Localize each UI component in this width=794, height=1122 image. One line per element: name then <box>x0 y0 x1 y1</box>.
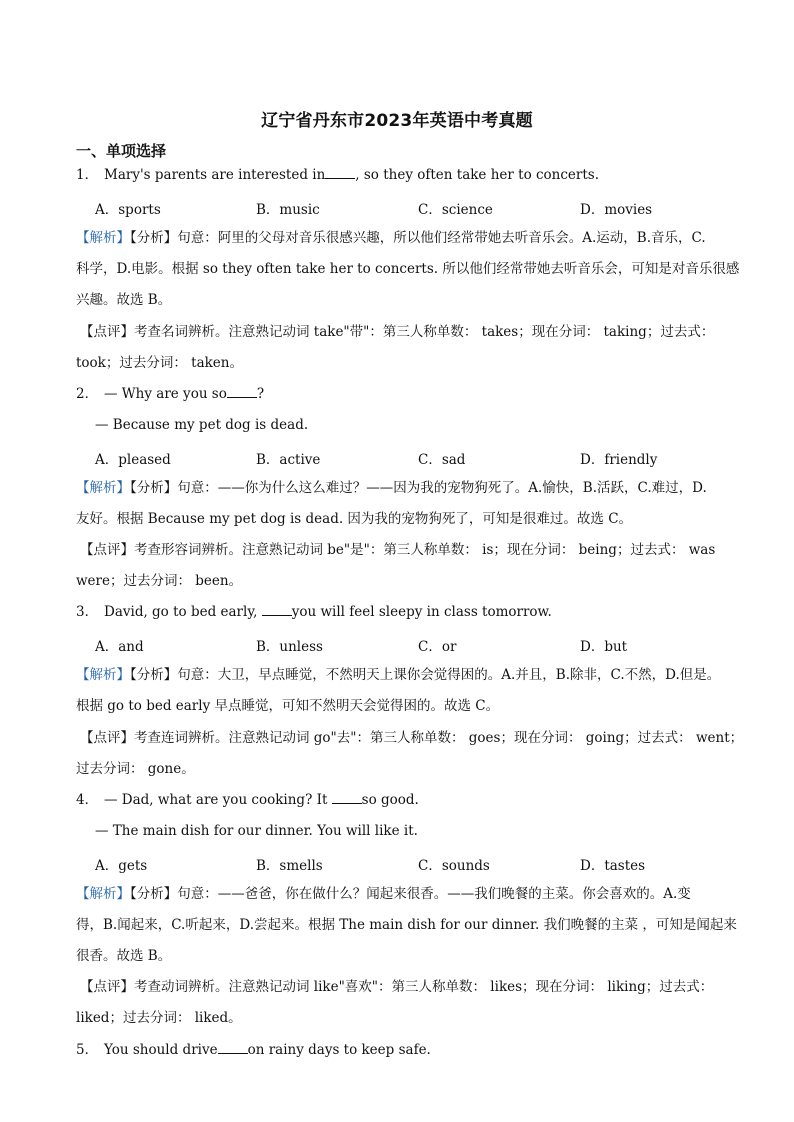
analysis-line <box>76 666 720 684</box>
analysis-tag: 【解析】 <box>76 886 130 902</box>
option-c: C．sounds <box>418 858 490 874</box>
comment-line: took；过去分词： taken。 <box>76 355 243 371</box>
question-text: ? <box>256 386 265 402</box>
analysis-text: 【分析】句意：——你为什么这么难过？——因为我的宠物狗死了。A.愉快，B.活跃，C.难过，D. <box>130 480 707 496</box>
question-number: 2． <box>76 386 99 402</box>
answer-blank <box>325 166 355 179</box>
question-3 <box>76 603 552 621</box>
comment-line: 【点评】考查形容词辨析。注意熟记动词 be"是"：第三人称单数： is；现在分词： being；过去式： was <box>80 542 716 558</box>
answer-blank <box>332 791 362 804</box>
comment-line: were；过去分词： been。 <box>76 573 243 589</box>
question-number: 3． <box>76 604 99 620</box>
dialogue-reply: — The main dish for our dinner. You will like it. <box>95 823 418 839</box>
question-2 <box>76 385 264 403</box>
option-a: A．and <box>95 639 144 655</box>
analysis-tag: 【解析】 <box>76 667 130 683</box>
comment-line: 【点评】考查名词辨析。注意熟记动词 take"带"：第三人称单数： takes；现在分词： taking；过去式： <box>80 324 715 340</box>
analysis-line: 科学，D.电影。根据 so they often take her to concerts. 所以他们经常带她去听音乐会，可知是对音乐很感 <box>76 261 740 277</box>
dialogue-reply: — Because my pet dog is dead. <box>95 417 309 433</box>
question-1 <box>76 166 599 184</box>
option-a: A．gets <box>95 858 148 874</box>
analysis-line <box>76 229 706 247</box>
question-text: , so they often take her to concerts. <box>355 167 600 183</box>
question-text: you will feel sleepy in class tomorrow. <box>291 604 552 620</box>
option-d: D．tastes <box>580 858 646 874</box>
option-a: A．pleased <box>95 452 171 468</box>
option-d: D．movies <box>580 202 653 218</box>
question-number: 1． <box>76 167 99 183</box>
analysis-tag: 【解析】 <box>76 230 130 246</box>
option-c: C．or <box>418 639 457 655</box>
option-d: D．but <box>580 639 628 655</box>
option-b: B．smells <box>256 858 323 874</box>
comment-line: 【点评】考查动词辨析。注意熟记动词 like"喜欢"：第三人称单数： likes；现在分词： liking；过去式： <box>80 979 714 995</box>
option-a: A．sports <box>95 202 161 218</box>
answer-blank <box>227 385 257 398</box>
option-d: D．friendly <box>580 452 658 468</box>
option-b: B．music <box>256 202 320 218</box>
analysis-text: 【分析】句意：大卫，早点睡觉，不然明天上课你会觉得困的。A.并且，B.除非，C.不然，D.但是。 <box>130 667 721 683</box>
comment-line: liked；过去分词： liked。 <box>76 1010 242 1026</box>
page-title: 辽宁省丹东市2023年英语中考真题 <box>261 111 533 131</box>
question-number: 5． <box>76 1042 99 1058</box>
analysis-line: 根据 go to bed early 早点睡觉，可知不然明天会觉得困的。故选 C。 <box>76 698 500 714</box>
analysis-tag: 【解析】 <box>76 480 130 496</box>
analysis-line: 兴趣。故选 B。 <box>76 292 172 308</box>
analysis-line: 得，B.闻起来，C.听起来，D.尝起来。根据 The main dish for our dinner. 我们晚餐的主菜 ，可知是闻起来 <box>76 917 737 933</box>
comment-line: 过去分词： gone。 <box>76 761 195 777</box>
option-c: C．science <box>418 202 493 218</box>
question-4 <box>76 791 419 809</box>
analysis-text: 【分析】句意：——爸爸，你在做什么？闻起来很香。——我们晚餐的主菜。你会喜欢的。A.变 <box>130 886 691 902</box>
question-text: on rainy days to keep safe. <box>247 1042 431 1058</box>
question-number: 4． <box>76 792 99 808</box>
analysis-line <box>76 885 691 903</box>
analysis-line <box>76 479 707 497</box>
question-text: Mary's parents are interested in <box>104 167 326 183</box>
question-text: David, go to bed early, <box>104 604 262 620</box>
question-text: — Dad, what are you cooking? It <box>104 792 332 808</box>
question-text: You should drive <box>104 1042 218 1058</box>
question-5 <box>76 1041 431 1059</box>
option-b: B．active <box>256 452 321 468</box>
analysis-text: 【分析】句意：阿里的父母对音乐很感兴趣，所以他们经常带她去听音乐会。A.运动，B.音乐，C. <box>130 230 706 246</box>
question-text: — Why are you so <box>104 386 227 402</box>
analysis-line: 友好。根据 Because my pet dog is dead. 因为我的宠物狗死了，可知是很难过。故选 C。 <box>76 511 633 527</box>
comment-line: 【点评】考查连词辨析。注意熟记动词 go"去"：第三人称单数： goes；现在分词： going；过去式： went； <box>80 730 744 746</box>
question-text: so good. <box>361 792 419 808</box>
answer-blank <box>262 603 292 616</box>
option-b: B．unless <box>256 639 323 655</box>
analysis-line: 很香。故选 B。 <box>76 948 172 964</box>
answer-blank <box>218 1041 248 1054</box>
section-heading: 一、单项选择 <box>76 142 167 160</box>
option-c: C．sad <box>418 452 466 468</box>
